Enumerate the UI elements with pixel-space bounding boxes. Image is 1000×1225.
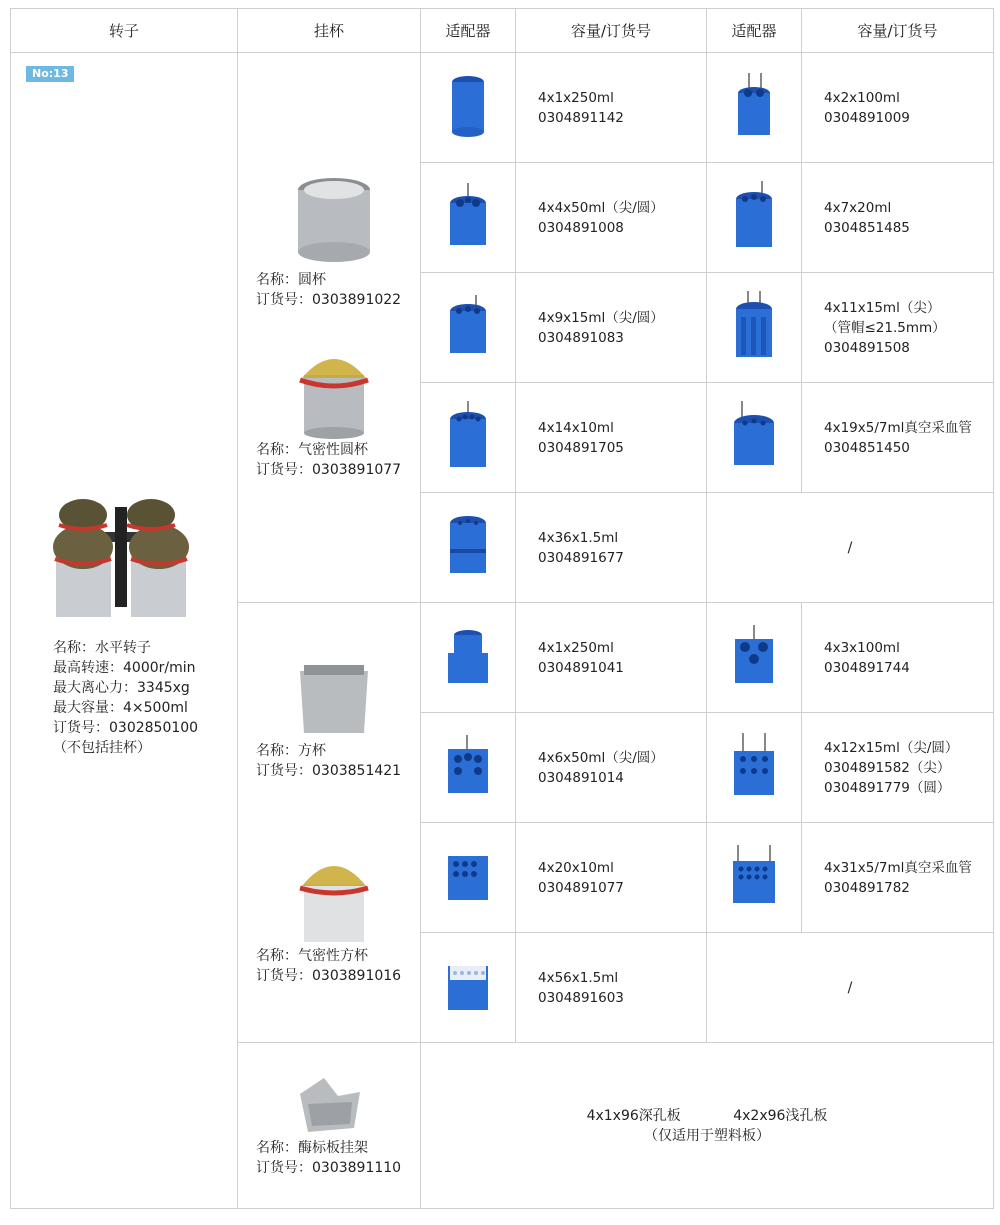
adapter-image-cell (707, 603, 802, 713)
bucket-order: 订货号：0303891022 (256, 292, 402, 308)
adapter-image-cell (421, 713, 516, 823)
table-row (11, 53, 994, 163)
adapter-image-cell (421, 383, 516, 493)
capacity-cell: 4x7x20ml 0304851485 (802, 163, 994, 273)
bucket-name: 名称：圆杯 (256, 272, 326, 288)
rotor-note: （不包括挂杯） (53, 740, 151, 756)
adapter-icon (732, 71, 776, 141)
plate-cell (421, 1043, 994, 1209)
rotor-cell (11, 53, 238, 1209)
adapter-image-cell (707, 273, 802, 383)
capacity-cell: 4x20x10ml 0304891077 (516, 823, 707, 933)
capacity-cell: 4x56x1.5ml 0304891603 (516, 933, 707, 1043)
deep-plate-label: 4x1x96深孔板 (586, 1107, 681, 1124)
round-bucket-cell (238, 53, 421, 603)
adapter-image-cell (421, 933, 516, 1043)
adapter-icon (442, 733, 494, 799)
capacity-cell: 4x6x50ml（尖/圆） 0304891014 (516, 713, 707, 823)
capacity-cell: 4x14x10ml 0304891705 (516, 383, 707, 493)
capacity-cell: 4x1x250ml 0304891041 (516, 603, 707, 713)
adapter-icon (729, 399, 779, 473)
rotor-name: 名称：水平转子 (53, 640, 151, 656)
adapter-icon (445, 513, 491, 579)
plate-note: （仅适用于塑料板） (644, 1127, 770, 1144)
adapter-icon (446, 74, 490, 138)
product-table (10, 8, 994, 1209)
capacity-cell: 4x31x5/7ml真空采血管 0304891782 (802, 823, 994, 933)
capacity-cell: 4x1x250ml 0304891142 (516, 53, 707, 163)
header-bucket: 挂杯 (238, 9, 421, 53)
bucket-name: 名称：方杯 (256, 743, 326, 759)
capacity-cell: 4x3x100ml 0304891744 (802, 603, 994, 713)
bucket-order: 订货号：0303891077 (256, 462, 402, 478)
adapter-image-cell (707, 713, 802, 823)
adapter-icon (445, 181, 491, 251)
bucket-order: 订货号：0303891016 (256, 968, 402, 984)
rotor-max-rcf: 最大离心力：3345xg (53, 680, 190, 696)
sealed-round-bucket-image (294, 340, 374, 440)
capacity-cell: 4x11x15ml（尖） （管帽≤21.5mm） 0304891508 (802, 273, 994, 383)
adapter-image-cell (421, 823, 516, 933)
adapter-image-cell (707, 823, 802, 933)
adapter-icon (731, 179, 777, 253)
adapter-image-cell (421, 273, 516, 383)
plate-carrier-cell (238, 1043, 421, 1209)
adapter-icon (442, 625, 494, 687)
bucket-order: 订货号：0303891110 (256, 1159, 402, 1176)
horizontal-rotor-image (51, 497, 191, 622)
adapter-icon (445, 399, 491, 473)
square-bucket-image (294, 659, 374, 741)
rotor-max-capacity: 最大容量：4×500ml (53, 700, 188, 716)
bucket-order: 订货号：0303851421 (256, 763, 402, 779)
adapter-icon (442, 846, 494, 906)
header-row (11, 9, 994, 53)
adapter-image-cell (707, 383, 802, 493)
adapter-icon (731, 289, 777, 363)
adapter-icon (727, 843, 781, 909)
sealed-square-bucket-image (294, 846, 374, 946)
bucket-name: 名称：酶标板挂架 (256, 1139, 368, 1156)
capacity-cell: 4x9x15ml（尖/圆） 0304891083 (516, 273, 707, 383)
shallow-plate-label: 4x2x96浅孔板 (733, 1107, 828, 1124)
bucket-name: 名称：气密性方杯 (256, 948, 368, 964)
adapter-image-cell (421, 53, 516, 163)
adapter-image-cell (707, 163, 802, 273)
adapter-icon (445, 293, 491, 359)
adapter-icon (442, 956, 494, 1016)
bucket-name: 名称：气密性圆杯 (256, 442, 368, 458)
square-bucket-cell (238, 603, 421, 1043)
capacity-cell: 4x19x5/7ml真空采血管 0304851450 (802, 383, 994, 493)
rotor-max-speed: 最高转速：4000r/min (53, 660, 196, 676)
plate-carrier-image (294, 1074, 366, 1138)
header-capacity-2: 容量/订货号 (802, 9, 994, 53)
header-rotor: 转子 (11, 9, 238, 53)
adapter-image-cell (421, 493, 516, 603)
empty-cell: / (707, 933, 994, 1043)
header-capacity-1: 容量/订货号 (516, 9, 707, 53)
capacity-cell: 4x2x100ml 0304891009 (802, 53, 994, 163)
capacity-cell: 4x4x50ml（尖/圆） 0304891008 (516, 163, 707, 273)
adapter-image-cell (421, 603, 516, 713)
empty-cell: / (707, 493, 994, 603)
adapter-image-cell (707, 53, 802, 163)
model-badge: No:13 (26, 66, 74, 82)
rotor-order-number: 订货号：0302850100 (53, 720, 199, 736)
rotor-specs (53, 638, 237, 758)
capacity-cell: 4x36x1.5ml 0304891677 (516, 493, 707, 603)
round-bucket-image (294, 175, 374, 270)
capacity-cell: 4x12x15ml（尖/圆） 0304891582（尖） 0304891779（圆） (802, 713, 994, 823)
header-adapter-2: 适配器 (707, 9, 802, 53)
adapter-icon (729, 623, 779, 689)
adapter-image-cell (421, 163, 516, 273)
header-adapter-1: 适配器 (421, 9, 516, 53)
adapter-icon (728, 731, 780, 801)
